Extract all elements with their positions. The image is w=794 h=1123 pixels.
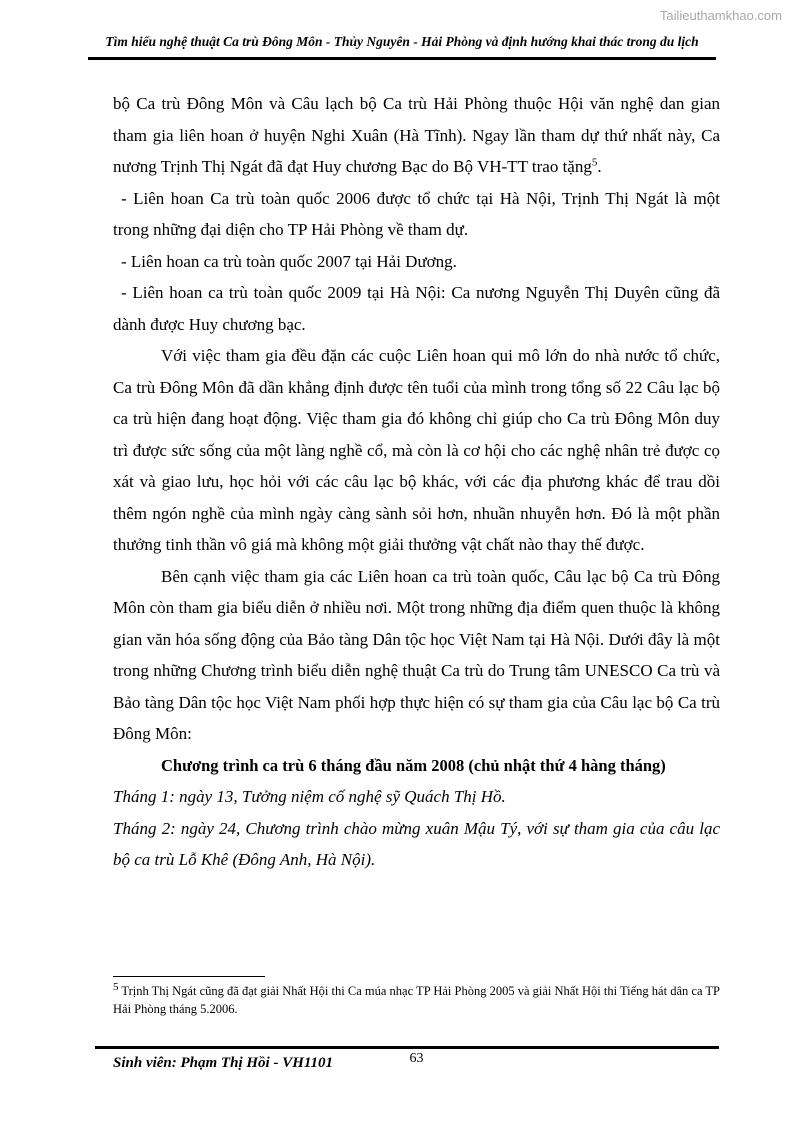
footnote-5 <box>113 980 720 1018</box>
site-watermark: Tailieuthamkhao.com <box>659 8 782 23</box>
page-header <box>88 34 716 60</box>
page-footer <box>113 1051 720 1078</box>
paragraph-1-text: bộ Ca trù Đông Môn và Câu lạch bộ Ca trù Hải Phòng thuộc Hội văn nghệ dan gian tham gia liên hoan ở huyện Nghi Xuân (Hà Tĩnh). Ngay lần tham dự thứ nhất này, Ca nương Trịnh Thị Ngát đã đạt Huy chương Bạc do Bộ VH-TT trao tặng <box>113 94 720 176</box>
footnote-5-text: Trịnh Thị Ngát cũng đã đạt giải Nhất Hội thi Ca múa nhạc TP Hải Phòng 2005 và giải Nhất Hội thi Tiếng hát dân ca TP Hải Phòng tháng 5.2006. <box>113 984 720 1016</box>
footnote-separator <box>113 976 265 977</box>
footnote-5-marker: 5 <box>113 980 119 993</box>
paragraph-performances: Bên cạnh việc tham gia các Liên hoan ca trù toàn quốc, Câu lạc bộ Ca trù Đông Môn còn tham gia biểu diễn ở nhiều nơi. Một trong những địa điểm quen thuộc là không gian văn hóa sống động của Bảo tàng Dân tộc học Việt Nam tại Hà Nội. Dưới đây là một trong những Chương trình biểu diễn nghệ thuật Ca trù do Trung tâm UNESCO Ca trù và Bảo tàng Dân tộc học Việt Nam phối hợp thực hiện có sự tham gia của Câu lạc bộ Ca trù Đông Môn: <box>113 566 720 743</box>
footnote-reference-5: 5 <box>591 156 598 169</box>
header-rule <box>88 57 716 60</box>
list-item-lien-hoan-2006: - Liên hoan Ca trù toàn quốc 2006 được tổ chức tại Hà Nội, Trịnh Thị Ngát là một trong những đại diện cho TP Hải Phòng về tham dự. <box>113 188 720 239</box>
paragraph-participation: Với việc tham gia đều đặn các cuộc Liên hoan qui mô lớn do nhà nước tổ chức, Ca trù Đông Môn đã dần khẳng định được tên tuổi của mình trong tổng số 22 Câu lạc bộ ca trù hiện đang hoạt động. Việc tham gia đó không chỉ giúp cho Ca trù Đông Môn duy trì được sức sống của một làng nghề cổ, mà còn là cơ hội cho các nghệ nhân trẻ được cọ xát và giao lưu, học hỏi với các câu lạc bộ khác, với các địa phương khác để trau dồi thêm ngón nghề của mình ngày càng sành sỏi hơn, nhuần nhuyễn hơn. Đó là một phần thưởng tinh thần vô giá mà không một giải thưởng vật chất nào thay thế được. <box>113 346 720 554</box>
program-heading-2008: Chương trình ca trù 6 tháng đầu năm 2008 (chủ nhật thứ 4 hàng tháng) <box>161 755 666 775</box>
list-item-lien-hoan-2009: - Liên hoan ca trù toàn quốc 2009 tại Hà Nội: Ca nương Nguyễn Thị Duyên cũng đã dành được Huy chương bạc. <box>113 283 720 334</box>
program-item-thang-1: Tháng 1: ngày 13, Tưởng niệm cố nghệ sỹ Quách Thị Hồ. <box>113 787 506 806</box>
running-head-title: Tìm hiểu nghệ thuật Ca trù Đông Môn - Thủy Nguyên - Hải Phòng và định hướng khai thác trong du lịch <box>105 34 699 49</box>
list-item-lien-hoan-2007: - Liên hoan ca trù toàn quốc 2007 tại Hải Dương. <box>121 251 457 271</box>
student-name: Sinh viên: Phạm Thị Hồi - VH1101 <box>113 1055 334 1071</box>
paragraph-1-period: . <box>597 157 602 176</box>
footnote-block <box>113 976 720 1018</box>
document-body <box>113 88 720 876</box>
footer-rule <box>95 1046 719 1049</box>
paragraph-continuation <box>113 88 720 183</box>
program-item-thang-2: Tháng 2: ngày 24, Chương trình chào mừng xuân Mậu Tý, với sự tham gia của câu lạc bộ ca trù Lỗ Khê (Đông Anh, Hà Nội). <box>113 818 720 869</box>
page-number: 63 <box>409 1051 424 1066</box>
